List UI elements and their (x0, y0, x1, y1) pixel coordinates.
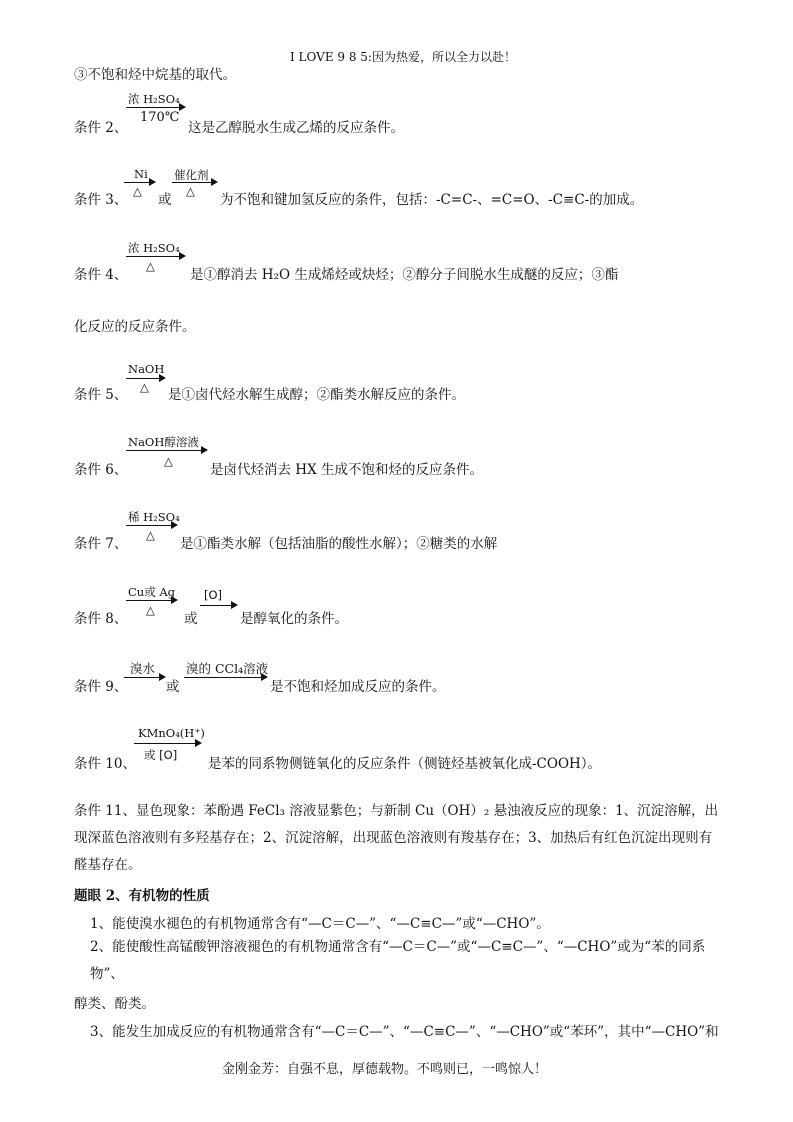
condition-label: 条件 9、 (74, 679, 128, 695)
page-header: I LOVE 9 8 5:因为热爱，所以全力以赴！ (290, 50, 516, 64)
reaction-arrow (126, 525, 172, 526)
condition-label: 条件 3、 (74, 192, 128, 208)
condition-description: 为不饱和键加氢反应的条件，包括：-C=C-、=C=O、-C≡C-的加成。 (220, 192, 644, 208)
arrow-top-reagent: 浓 H₂SO₄ (128, 92, 180, 106)
condition-11-paragraph: 条件 11、显色现象：苯酚遇 FeCl₃ 溶液显紫色；与新制 Cu（OH）₂ 悬浊液反应的现象：1、沉淀溶解，出现深蓝色溶液则有多羟基存在；2、沉淀溶解，出现蓝色溶液则有羧基存在；3、加热后有红色沉淀出现则有醛基存在。 (74, 803, 719, 873)
reaction-arrow (172, 182, 212, 183)
arrow-bottom-condition: 或 [O] (144, 748, 178, 762)
arrow-bottom-condition: △ (140, 380, 149, 394)
intro-line: ③不饱和烃中烷基的取代。 (74, 67, 236, 83)
arrow-bottom-condition: △ (146, 603, 155, 617)
arrow-bottom-condition: △ (186, 184, 195, 198)
property-item: 3、能发生加成反应的有机物通常含有“—C＝C—”、“—C≡C—”、“—CHO”或“苯环”，其中“—CHO”和 (90, 1024, 719, 1040)
condition-description: 是卤代烃消去 HX 生成不饱和烃的反应条件。 (210, 462, 483, 478)
reaction-arrow (126, 450, 202, 451)
arrow-top-reagent: Ni (134, 167, 148, 181)
arrow-top-reagent: 浓 H₂SO₄ (128, 241, 180, 255)
property-item-continued: 醇类、酚类。 (74, 996, 155, 1012)
property-item: 1、能使溴水褪色的有机物通常含有“—C＝C—”、“—C≡C—”或“—CHO”。 (90, 916, 550, 932)
reaction-arrow (124, 677, 160, 678)
condition-description: 是①卤代烃水解生成醇；②酯类水解反应的条件。 (168, 387, 465, 403)
property-item: 2、能使酸性高锰酸钾溶液褪色的有机物通常含有“—C＝C—”或“—C≡C—”、“—CHO”或为“苯的同系物”、 (90, 939, 706, 982)
arrow-bottom-condition: △ (133, 184, 142, 198)
arrow-top-reagent: 溴的 CCl₄溶液 (186, 661, 269, 676)
arrow-top-reagent: Cu或 Ag (128, 585, 176, 599)
reaction-arrow (124, 182, 150, 183)
reaction-arrow (126, 256, 180, 257)
or-text: 或 (184, 611, 198, 627)
condition-description: 是①酯类水解（包括油脂的酸性水解）；②糖类的水解 (180, 536, 498, 552)
arrow-top-reagent: 催化剂 (174, 168, 209, 182)
condition-label: 条件 5、 (74, 387, 128, 403)
condition-description-continued: 化反应的反应条件。 (74, 319, 196, 335)
reaction-arrow (134, 743, 196, 744)
arrow-top-reagent: KMnO₄(H⁺) (138, 726, 205, 740)
condition-description: 这是乙醇脱水生成乙烯的反应条件。 (188, 120, 404, 136)
or-text: 或 (158, 192, 172, 208)
condition-label: 条件 8、 (74, 611, 128, 627)
arrow-bottom-condition: △ (164, 454, 173, 468)
condition-description: 是①醇消去 H₂O 生成烯烃或炔烃；②醇分子间脱水生成醚的反应；③酯 (190, 267, 619, 283)
condition-label: 条件 6、 (74, 462, 128, 478)
arrow-top-reagent: 稀 H₂SO₄ (128, 510, 180, 524)
condition-description: 是苯的同系物侧链氧化的反应条件（侧链烃基被氧化成-COOH）。 (208, 756, 602, 772)
or-text: 或 (166, 679, 180, 695)
reaction-arrow (126, 107, 180, 108)
arrow-top-reagent: 溴水 (130, 661, 156, 676)
reaction-arrow (184, 677, 262, 678)
condition-label: 条件 2、 (74, 120, 128, 136)
arrow-bottom-condition: △ (146, 259, 155, 273)
condition-label: 条件 4、 (74, 267, 128, 283)
reaction-arrow (126, 378, 160, 379)
reaction-arrow (126, 600, 172, 601)
condition-description: 是不饱和烃加成反应的条件。 (270, 679, 446, 695)
condition-label: 条件 7、 (74, 536, 128, 552)
reaction-arrow (200, 605, 232, 606)
condition-description: 是醇氧化的条件。 (240, 611, 348, 627)
arrow-bottom-condition: 170℃ (140, 110, 180, 125)
arrow-bottom-condition: △ (146, 528, 155, 542)
arrow-top-reagent: NaOH醇溶液 (128, 435, 199, 449)
page-footer: 金刚金芳：自强不息，厚德载物。不鸣则已，一鸣惊人！ (222, 1062, 548, 1077)
section-title: 题眼 2、有机物的性质 (74, 888, 210, 904)
arrow-top-reagent: NaOH (128, 362, 165, 376)
arrow-top-reagent: [O] (204, 588, 223, 602)
condition-label: 条件 10、 (74, 756, 136, 772)
